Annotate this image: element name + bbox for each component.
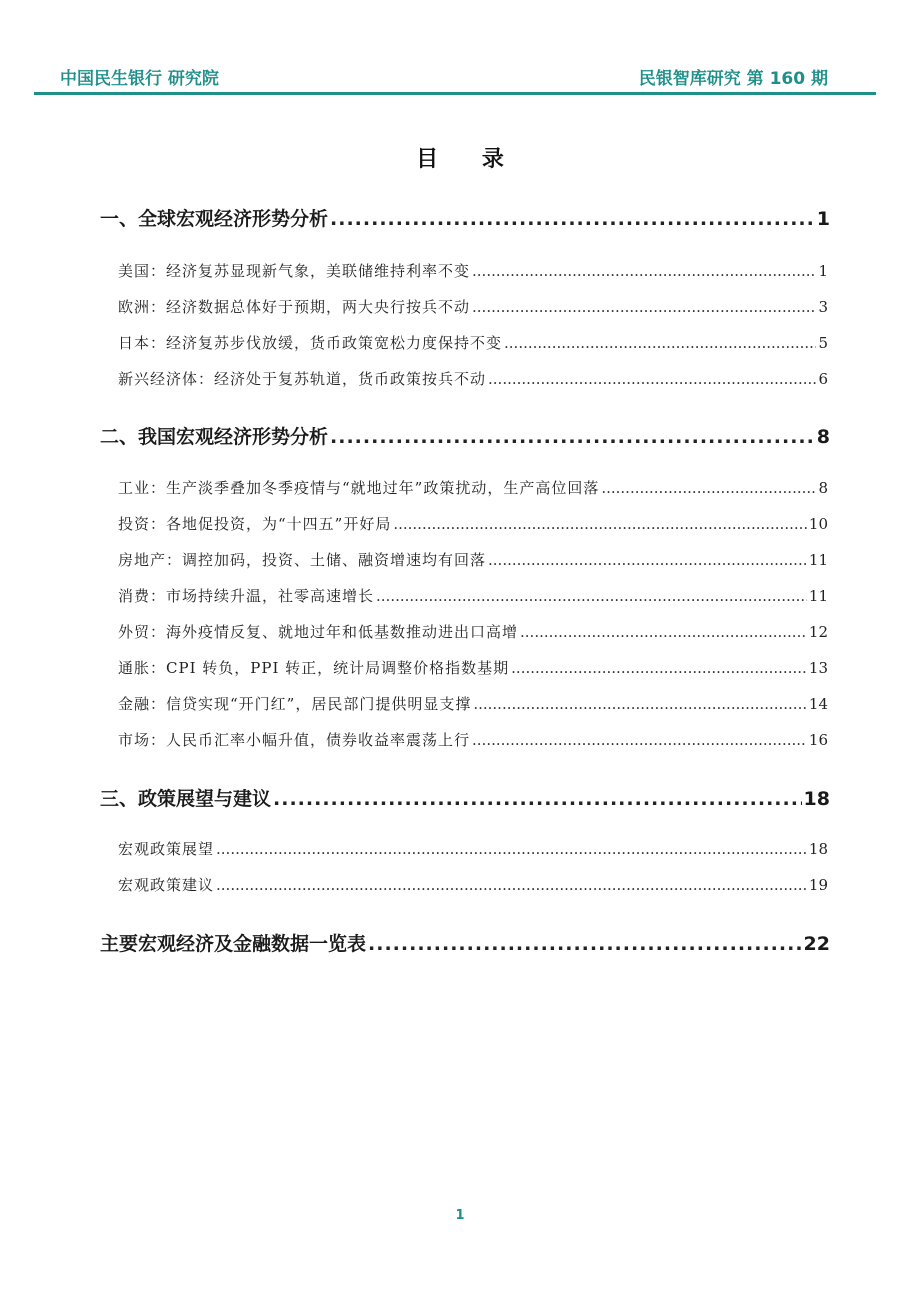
dot-leader [472, 298, 816, 316]
toc-page-number: 10 [808, 515, 828, 533]
toc-item-label: 新兴经济体：经济处于复苏轨道，货币政策按兵不动 [118, 370, 487, 388]
toc-item-label: 宏观政策建议 [118, 876, 215, 894]
dot-leader [216, 876, 807, 894]
toc-page-number: 8 [816, 426, 830, 448]
header-report-issue: 民银智库研究 第 160 期 [638, 69, 828, 89]
toc-item[interactable] [118, 621, 828, 642]
dot-leader [488, 551, 807, 569]
toc-item-label: 日本：经济复苏步伐放缓，货币政策宽松力度保持不变 [118, 334, 503, 352]
toc-page-number: 19 [808, 876, 828, 894]
dot-leader [511, 659, 807, 677]
dot-leader [504, 334, 816, 352]
toc-item-label: 欧洲：经济数据总体好于预期，两大央行按兵不动 [118, 298, 471, 316]
toc-page-number: 5 [818, 334, 828, 352]
toc-item[interactable] [118, 838, 828, 859]
dot-leader [368, 933, 802, 955]
toc-page-number: 18 [808, 840, 828, 858]
toc-item-label: 通胀：CPI 转负，PPI 转正，统计局调整价格指数基期 [118, 659, 510, 677]
toc-item-label: 市场：人民币汇率小幅升值，债券收益率震荡上行 [118, 731, 471, 749]
toc-page-number: 11 [808, 551, 828, 569]
dot-leader [393, 515, 807, 533]
toc-page-number: 14 [808, 695, 828, 713]
toc-item[interactable] [118, 477, 828, 498]
toc-item[interactable] [118, 513, 828, 534]
dot-leader [601, 479, 816, 497]
toc-item-label: 房地产：调控加码，投资、土储、融资增速均有回落 [118, 551, 487, 569]
dot-leader [216, 840, 807, 858]
toc-title: 目 录 [416, 147, 522, 172]
toc-section-2[interactable] [100, 422, 830, 449]
dot-leader [273, 788, 802, 810]
toc-item[interactable] [118, 657, 828, 678]
footer-page-number: 1 [455, 1208, 465, 1223]
header-org-name: 中国民生银行 研究院 [60, 69, 219, 89]
toc-page-number: 18 [803, 788, 830, 810]
dot-leader [520, 623, 807, 641]
toc-page-number: 12 [808, 623, 828, 641]
header-divider [34, 92, 876, 95]
toc-item[interactable] [118, 332, 828, 353]
toc-page-number: 13 [808, 659, 828, 677]
toc-item-label: 投资：各地促投资，为“十四五”开好局 [118, 515, 392, 533]
toc-item-label: 美国：经济复苏显现新气象，美联储维持利率不变 [118, 262, 471, 280]
toc-section-label: 三、政策展望与建议 [100, 788, 272, 810]
dot-leader [330, 208, 815, 230]
dot-leader [473, 695, 807, 713]
toc-page-number: 11 [808, 587, 828, 605]
toc-page-number: 1 [818, 262, 828, 280]
toc-item[interactable] [118, 585, 828, 606]
toc-item[interactable] [118, 260, 828, 281]
dot-leader [376, 587, 807, 605]
toc-item-label: 宏观政策展望 [118, 840, 215, 858]
toc-item-label: 金融：信贷实现“开门红”，居民部门提供明显支撑 [118, 695, 472, 713]
dot-leader [488, 370, 816, 388]
toc-page-number: 8 [818, 479, 828, 497]
toc-item-label: 外贸：海外疫情反复、就地过年和低基数推动进出口高增 [118, 623, 519, 641]
dot-leader [472, 262, 816, 280]
toc-section-3[interactable] [100, 784, 830, 811]
toc-section-label: 二、我国宏观经济形势分析 [100, 426, 329, 448]
toc-item[interactable] [118, 296, 828, 317]
dot-leader [330, 426, 815, 448]
toc-item[interactable] [118, 368, 828, 389]
toc-item-label: 工业：生产淡季叠加冬季疫情与“就地过年”政策扰动，生产高位回落 [118, 479, 600, 497]
toc-item-label: 消费：市场持续升温，社零高速增长 [118, 587, 375, 605]
toc-page-number: 16 [808, 731, 828, 749]
toc-section-label: 主要宏观经济及金融数据一览表 [100, 933, 367, 955]
toc-item[interactable] [118, 729, 828, 750]
toc-page-number: 3 [818, 298, 828, 316]
toc-page-number: 22 [803, 933, 830, 955]
toc-page-number: 6 [818, 370, 828, 388]
toc-item[interactable] [118, 693, 828, 714]
toc-section-1[interactable] [100, 204, 830, 231]
toc-item[interactable] [118, 549, 828, 570]
toc-section-label: 一、全球宏观经济形势分析 [100, 208, 329, 230]
dot-leader [472, 731, 807, 749]
toc-section-4[interactable] [100, 929, 830, 956]
toc-page-number: 1 [816, 208, 830, 230]
toc-item[interactable] [118, 874, 828, 895]
